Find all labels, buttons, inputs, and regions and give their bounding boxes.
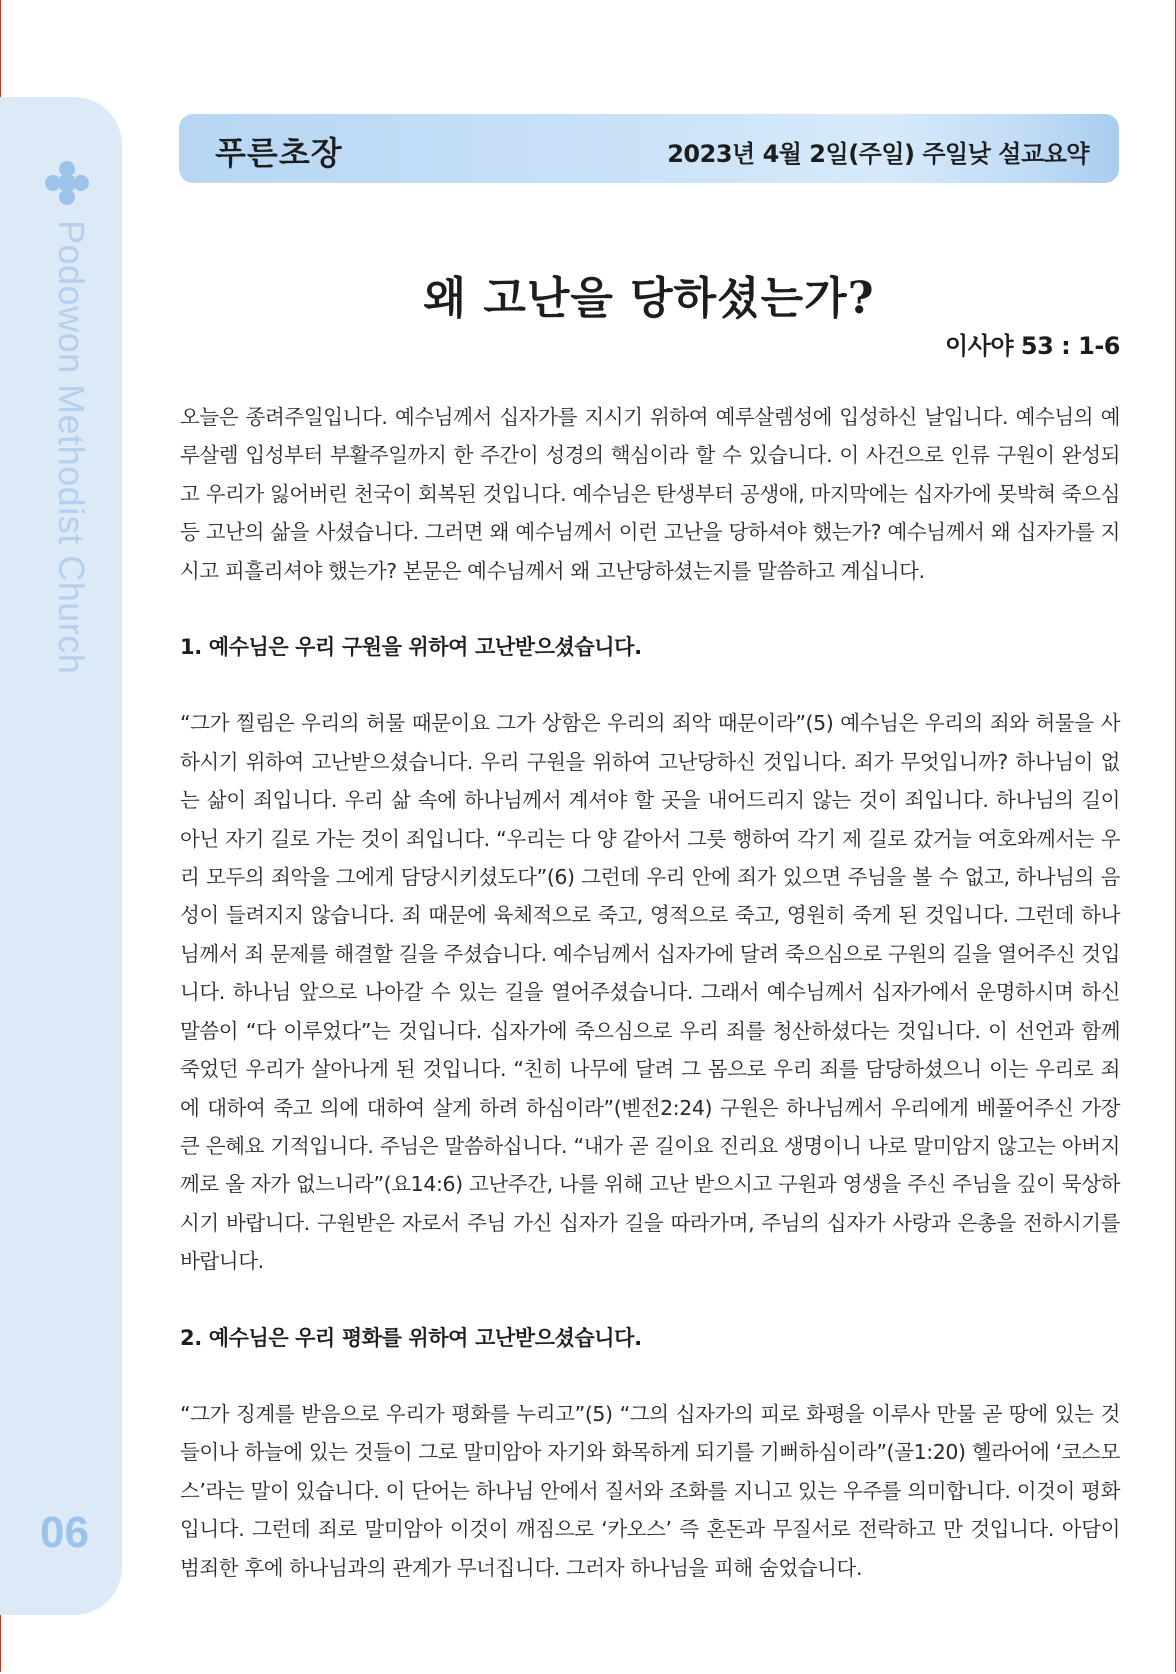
- sermon-title: 왜 고난을 당하셨는가?: [423, 273, 875, 324]
- scripture-reference: 이사야 53 : 1-6: [945, 332, 1120, 360]
- sermon-date: 2023년 4월 2일(주일) 주일낮 설교요약: [667, 140, 1089, 168]
- cross-flower-icon: [44, 160, 90, 206]
- church-name-vertical: Podowon Methodist Church: [51, 220, 92, 675]
- section-2-paragraph: “그가 징계를 받음으로 우리가 평화를 누리고”(5) “그의 십자가의 피로 화평을 이루사 만물 곧 땅에 있는 것들이나 하늘에 있는 것들이 그로 말미암아 자기와 화목하게 되기를 기뻐하심이라”(골1:20) 헬라어에 ‘코스모스’라는 말이 있습니다. 이 단어는 하나님 안에서 질서와 조화를 지니고 있는 우주를 의미합니다. 이것이 평화입니다. 그런데 죄로 말미암아 이것이 깨짐으로 ‘카오스’ 즉 혼돈과 무질서로 전락하고 만 것입니다. 아담이 범죄한 후에 하나님과의 관계가 무너집니다. 그러자 하나님을 피해 숨었습니다.: [180, 1401, 1120, 1580]
- section-1-heading: 1. 예수님은 우리 구원을 위하여 고난받으셨습니다.: [180, 635, 642, 660]
- intro-paragraph: 오늘은 종려주일입니다. 예수님께서 십자가를 지시기 위하여 예루살렘성에 입성하신 날입니다. 예수님의 예루살렘 입성부터 부활주일까지 한 주간이 성경의 핵심이라 할 수 있습니다. 이 사건으로 인류 구원이 완성되고 우리가 잃어버린 천국이 회복된 것입니다. 예수님은 탄생부터 공생애, 마지막에는 십자가에 못박혀 죽으심 등 고난의 삶을 사셨습니다. 그러면 왜 예수님께서 이런 고난을 당하셔야 했는가? 예수님께서 왜 십자가를 지시고 피흘리셔야 했는가? 본문은 예수님께서 왜 고난당하셨는지를 말씀하고 계십니다.: [180, 405, 1120, 583]
- sermon-body: [180, 398, 1120, 1587]
- section-1-paragraph: “그가 찔림은 우리의 허물 때문이요 그가 상함은 우리의 죄악 때문이라”(5) 예수님은 우리의 죄와 허물을 사하시기 위하여 고난받으셨습니다. 우리 구원을 위하여 고난당하신 것입니다. 죄가 무엇입니까? 하나님이 없는 삶이 죄입니다. 우리 삶 속에 하나님께서 계셔야 할 곳을 내어드리지 않는 것이 죄입니다. 하나님의 길이 아닌 자기 길로 가는 것이 죄입니다. “우리는 다 양 같아서 그릇 행하여 각기 제 길로 갔거늘 여호와께서는 우리 모두의 죄악을 그에게 담당시키셨도다”(6) 그런데 우리 안에 죄가 있으면 주님을 볼 수 없고, 하나님의 음성이 들려지지 않습니다. 죄 때문에 육체적으로 죽고, 영적으로 죽고, 영원히 죽게 된 것입니다. 그런데 하나님께서 죄 문제를 해결할 길을 주셨습니다. 예수님께서 십자가에 달려 죽으심으로 구원의 길을 열어주신 것입니다. 하나님 앞으로 나아갈 수 있는 길을 열어주셨습니다. 그래서 예수님께서 십자가에서 운명하시며 하신 말씀이 “다 이루었다”는 것입니다. 십자가에 죽으심으로 우리 죄를 청산하셨다는 것입니다. 이 선언과 함께 죽었던 우리가 살아나게 된 것입니다. “친히 나무에 달려 그 몸으로 우리 죄를 담당하셨으니 이는 우리로 죄에 대하여 죽고 의에 대하여 살게 하려 하심이라”(벧전2:24) 구원은 하나님께서 우리에게 베풀어주신 가장 큰 은혜요 기적입니다. 주님은 말씀하십니다. “내가 곧 길이요 진리요 생명이니 나로 말미암지 않고는 아버지께로 올 자가 없느니라”(요14:6) 고난주간, 나를 위해 고난 받으시고 구원과 영생을 주신 주님을 깊이 묵상하시기 바랍니다. 구원받은 자로서 주님 가신 십자가 길을 따라가며, 주님의 십자가 사랑과 은총을 전하시기를 바랍니다.: [180, 711, 1120, 1274]
- section-2-heading: 2. 예수님은 우리 평화를 위하여 고난받으셨습니다.: [180, 1325, 642, 1350]
- section-title: 푸른초장: [215, 134, 343, 172]
- page-number: 06: [40, 1508, 89, 1557]
- side-tab: [0, 97, 122, 1615]
- section-header-bar: [179, 114, 1119, 183]
